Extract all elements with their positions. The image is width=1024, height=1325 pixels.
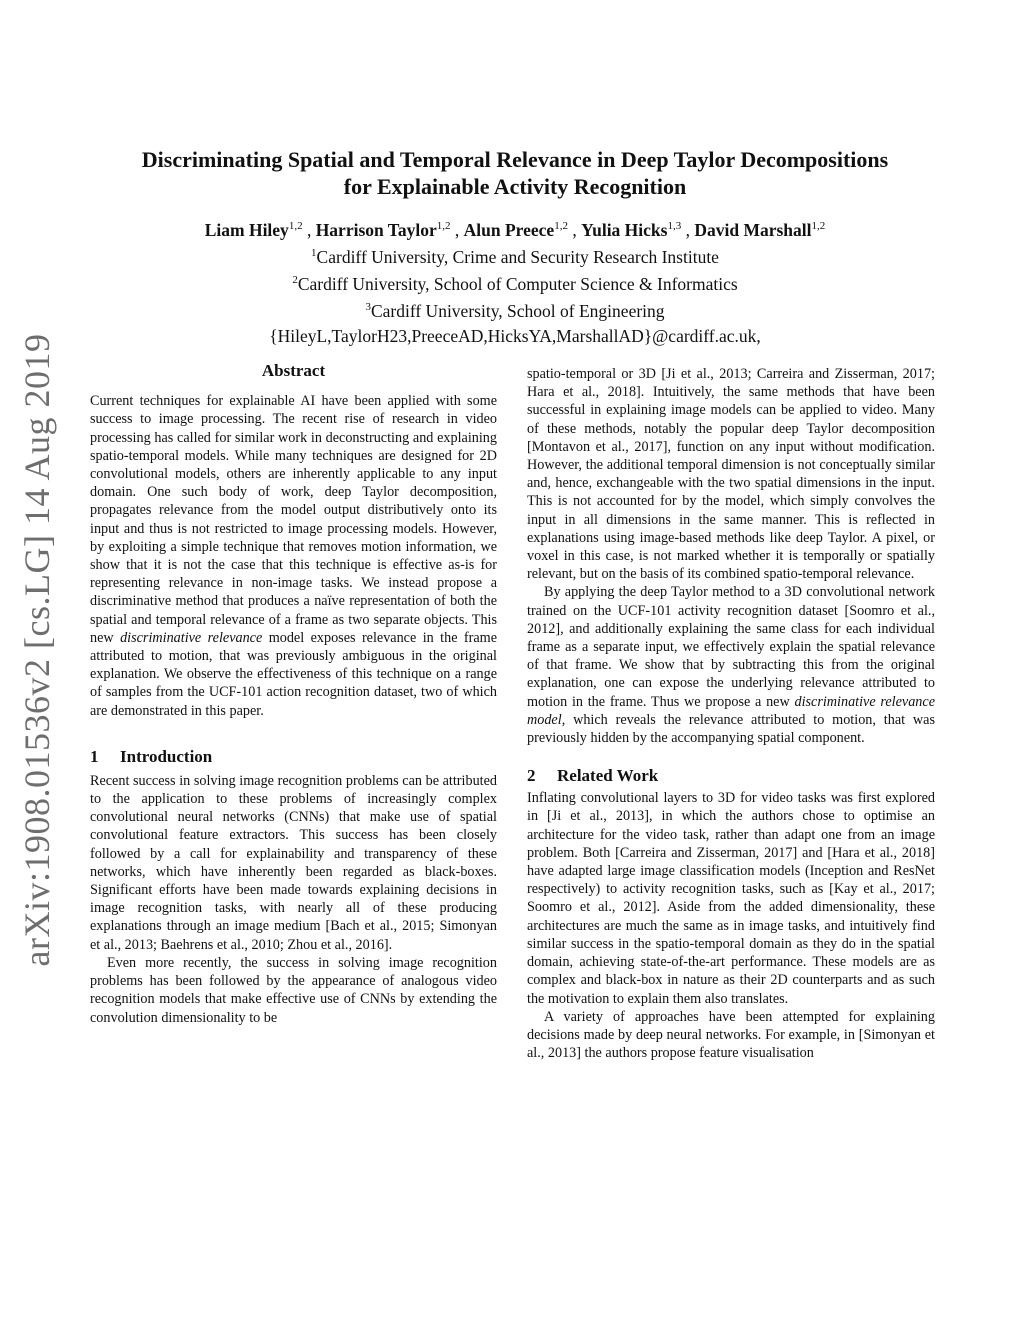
affiliation [60,242,970,269]
section-title: Introduction [120,746,213,766]
contribution-paragraph [527,583,935,747]
related-work-paragraph-1: Inflating convolutional layers to 3D for video tasks was first explored in [Ji et al., 2013], in which the authors chose to optimise an architecture for the video task, rather than adapt one from an image problem. Both [Carreira and Zisserman, 2017] and [Hara et al., 2018] have adapted large image classification models (Inception and ResNet respectively) to activity recognition tasks, such as [Kay et al., 2017; Soomro et al., 2012]. Aside from the added dimensionality, these architectures are much the same as in image tasks, and intuitively find similar success in the spatio-temporal domain as they do in the spatial domain, achieving state-of-the-art performance. These models are as complex and black-box in nature as their 2D counterparts and as such the motivation to explain them also translates. [527,790,935,1007]
author-name: Alun Preece [463,219,555,240]
affiliation-text: Cardiff University, School of Computer Science & Informatics [297,273,738,294]
author-list: Liam Hiley$^{1,2}$ , Harrison Taylor$^{1,2}$ , Alun Preece$^{1,2}$ , Yulia Hicks$^{1,3}$ , David Marshall$^{1,2}$ [204,219,826,240]
contribution-emphasis: discriminative relevance model [527,693,935,728]
abstract-text-2: model exposes relevance in the frame attributed to motion, that was previously ambiguous in the original explanation. We observe the effectiveness of this technique on a range of samples from the UCF-101 action recognition dataset, two of which are demonstrated in this paper. [90,629,498,719]
affiliation [60,269,970,296]
author-name: Yulia Hicks [581,219,668,240]
section-number: 1 [90,746,99,766]
introduction-paragraph-2: Even more recently, the success in solving image recognition problems has been followed by the appearance of analogous video recognition models that make effective use of CNNs by extending the convolution dimensionality to be [90,954,497,1026]
contribution-text-2: , which reveals the relevance attributed to motion, that was previously hidden by the accompanying spatial component. [527,711,935,747]
author-name: Harrison Taylor [315,219,437,240]
abstract-heading: Abstract [261,361,326,380]
arxiv-identifier-text: arXiv:1908.01536v2 [cs.LG] 14 Aug 2019 [17,333,57,967]
introduction-heading [90,746,497,768]
section-title: Related Work [557,766,659,786]
abstract-emphasis: discriminative relevance [120,629,263,646]
title-line-1: Discriminating Spatial and Temporal Relevance in Deep Taylor Decompositions [141,147,889,172]
affiliation-marker: 2 [292,274,298,287]
author-affiliation-marker: 1,2 [288,220,303,232]
paper-title [60,146,970,200]
affiliation [60,296,970,323]
author-affiliation-marker: 1,3 [667,220,682,232]
abstract-body [90,392,497,720]
affiliation-marker: 1 [311,246,317,259]
author-emails: {HileyL,TaylorH23,PreeceAD,HicksYA,MarshallAD}@cardiff.ac.uk, [269,325,761,346]
author-affiliation-marker: 1,2 [436,220,451,232]
related-work-paragraph-2: A variety of approaches have been attempted for explaining decisions made by deep neural networks. For example, in [Simonyan et al., 2013] the authors propose feature visualisation [527,1008,935,1062]
paper-header [60,146,970,348]
author-name: David Marshall [694,219,812,240]
author-affiliation-marker: 1,2 [811,220,826,232]
intro-continued-paragraph: spatio-temporal or 3D [Ji et al., 2013; Carreira and Zisserman, 2017; Hara et al., 2018]. Intuitively, the same methods that have been successful in explaining image models can be applied to video. Many of these methods, notably the popular deep Taylor decomposition [Montavon et al., 2017], function on any input without modification. However, the additional temporal dimension is not conceptually similar and, hence, exchangeable with the two spatial dimensions in the input. This is not accounted for by the model, which simply convolves the input in all dimensions in the same manner. This is reflected in explanations using image-based methods like deep Taylor. A pixel, or voxel in this case, is not marked whether it is temporally or spatially relevant, but on the basis of its combined spatio-temporal relevance. [527,366,935,583]
abstract-text-1: Current techniques for explainable AI have been applied with some success to image processing. The recent rise of research in video processing has called for similar work in deconstructing and explaining spatio-temporal models. While many techniques are designed for 2D convolutional models, others are inherently applicable to any input domain. One such body of work, deep Taylor decomposition, propagates relevance from the model output distributively onto its input and thus is not restricted to image processing models. However, by exploiting a simple technique that removes motion information, we show that it is not the case that this technique is effective as-is for representing relevance in non-image tasks. We instead propose a discriminative method that produces a naïve representation of both the spatial and temporal relevance of a frame as two separate objects. This new [90,393,497,646]
related-work-heading [527,765,935,787]
section-number: 2 [527,766,536,786]
title-line-2: for Explainable Activity Recognition [343,174,687,199]
author-name: Liam Hiley [204,219,289,240]
contribution-text-1: By applying the deep Taylor method to a 3D convolutional network trained on the UCF-101 activity recognition dataset [Soomro et al., 2012], and additionally explaining the same class for each individual frame as a separate input, we effectively explain the spatial relevance of that frame. We show that by subtracting this from the original explanation, one can expose the underlying relevance attributed to motion in the frame. Thus we propose a new [527,584,935,710]
right-column [527,365,935,1062]
author-affiliation-marker: 1,2 [554,220,568,232]
affiliation-text: Cardiff University, School of Engineering [370,301,665,322]
left-column [90,362,497,1027]
affiliation-text: Cardiff University, Crime and Security Research Institute [316,246,719,267]
arxiv-identifier [12,330,62,970]
affiliation-marker: 3 [365,301,371,314]
introduction-paragraph-1: Recent success in solving image recognition problems can be attributed to the application to these problems of increasingly complex convolutional neural networks (CNNs) that make use of spatial convolutional feature extractors. This success has been closely followed by a call for explainability and transparency of these networks, which have inherently been regarded as black-boxes. Significant efforts have been made towards explaining decisions in image recognition tasks, with nearly all of these producing explanations through an image medium [Bach et al., 2015; Simonyan et al., 2013; Baehrens et al., 2010; Zhou et al., 2016]. [90,772,497,953]
